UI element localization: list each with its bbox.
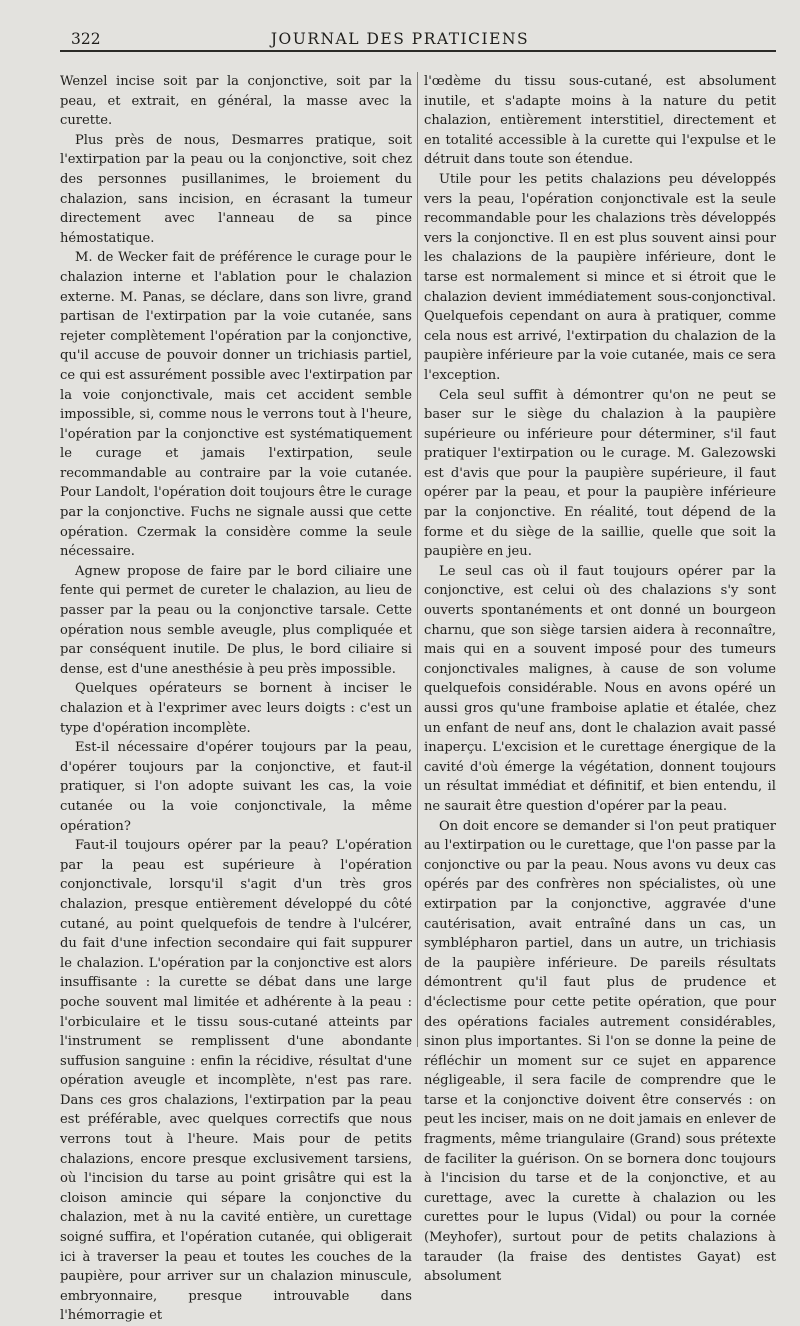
paragraph: Cela seul suffit à démontrer qu'on ne peut se baser sur le siège du chalazion à la paupière supérieure ou inférieure pour déterminer, s'il faut pratiquer l'extirpation ou le curage. M. Galezowski est d'avis que pour la paupière supérieure, il faut opérer par la peau, et pour la paupière inférieure par la conjonctive. En réalité, tout dépend de la forme et du siège de la saillie, quelle que soit la paupière en jeu. [424,387,776,560]
paragraph: M. de Wecker fait de préférence le curage pour le chalazion interne et l'ablation pour le chalazion externe. M. Panas, se déclare, dans son livre, grand partisan de l'extirpation par la voie cutanée, sans rejeter complètement l'opération par la conjonctive, qu'il accuse de pouvoir donner un trichiasis partiel, ce qui est assurément possible avec l'extirpation par la voie conjonctivale, mais cet accident semble impossible, si, comme nous le verrons tout à l'heure, l'opération par la conjonctive est systématiquement le curage et jamais l'extirpation, seule recommandable au contraire par la voie cutanée. Pour Landolt, l'opération doit toujours être le curage par la conjonctive. Fuchs ne signale aussi que cette opération. Czermak la considère comme la seule nécessaire. [60,250,412,560]
paragraph: Est-il nécessaire d'opérer toujours par la peau, d'opérer toujours par la conjonctive, et faut-il pratiquer, si l'on adopte suivant les cas, la voie cutanée ou la voie conjonctivale, la même opération? [60,740,412,834]
paragraph: Wenzel incise soit par la conjonctive, soit par la peau, et extrait, en général, la masse avec la curette. [60,74,412,129]
paragraph: Faut-il toujours opérer par la peau? L'opération par la peau est supérieure à l'opération conjonctivale, lorsqu'il s'agit d'un très gros chalazion, presque entièrement développé du côté cutané, au point quelquefois de tendre à l'ulcérer, du fait d'une infection secondaire qui fait suppurer le chalazion. L'opération par la conjonctive est alors insuffisante : la curette se débat dans une large poche souvent mal limitée et adhérente à la peau : l'orbiculaire et le tissu sous-cutané atteints par l'instrument se remplissent d'une abondante suffusion sanguine : enfin la récidive, résultat d'une opération aveugle et incomplète, n'est pas rare. Dans ces gros chalazions, l'extirpation par la peau est préférable, avec quelques correctifs que nous verrons tout à l'heure. Mais pour de petits chalazions, encore presque exclusivement tarsiens, où l'incision du tarse au point grisâtre qui est la cloison amincie qui sépare la conjonctive du chalazion, met à nu la cavité entière, un curettage soigné suffira, et l'opération cutanée, qui obligerait ici à traverser la peau et toutes les couches de la paupière, pour arriver sur un chalazion minuscule, embryonnaire, presque introuvable dans l'hémorragie et [60,838,412,1324]
paragraph: Le seul cas où il faut toujours opérer par la conjonctive, est celui où des chalazions s'y sont ouverts spontanéments et ont donné un bourgeon charnu, que son siège tarsien aidera à reconnaître, mais qui en a souvent imposé pour des tumeurs conjonctivales malignes, à cause de son volume quelquefois considérable. Nous en avons opéré un aussi gros qu'une framboise aplatie et étalée, chez un enfant de neuf ans, dont le chalazion avait passé inaperçu. L'excision et le curettage énergique de la cavité d'où émerge la végétation, donnent toujours un résultat immédiat et définitif, et bien entendu, il ne saurait être question d'opérer par la peau. [424,563,776,814]
column-separator [417,72,418,1047]
paragraph: Plus près de nous, Desmarres pratique, soit l'extirpation par la peau ou la conjonctive, soit chez des personnes pusillanimes, le broiement du chalazion, sans incision, en écrasant la tumeur directement avec l'anneau de sa pince hémostatique. [60,132,412,246]
paragraph: Utile pour les petits chalazions peu développés vers la peau, l'opération conjonctivale est la seule recommandable pour les chalazions très développés vers la conjonctive. Il en est plus souvent ainsi pour les chalazions de la paupière inférieure, dont le tarse est normalement si mince et si étroit que le chalazion devient immédiatement sous-conjonctival. Quelquefois cependant on aura à pratiquer, comme cela nous est arrivé, l'extirpation du chalazion de la paupière inférieure par la voie cutanée, mais ce sera l'exception. [424,171,776,383]
paragraph: l'œdème du tissu sous-cutané, est absolument inutile, et s'adapte moins à la nature du petit chalazion, entièrement interstitiel, directement et en totalité accessible à la curette qui l'expulse et le détruit dans toute son étendue. [424,74,776,168]
left-column [60,72,412,1324]
paragraph: Agnew propose de faire par le bord ciliaire une fente qui permet de cureter le chalazion, au lieu de passer par la peau ou la conjonctive tarsale. Cette opération nous semble aveugle, plus compliquée et par conséquent inutile. De plus, le bord ciliaire si dense, est d'une anesthésie à peu près impossible. [60,563,412,677]
paragraph: On doit encore se demander si l'on peut pratiquer au l'extirpation ou le curettage, que l'on passe par la conjonctive ou par la peau. Nous avons vu deux cas opérés par des confrères non spécialistes, où une extirpation par la conjonctive, aggravée d'une cautérisation, avait entraîné dans un cas, un symblépharon partiel, dans un autre, un trichiasis de la paupière inférieure. De pareils résultats démontrent qu'il faut plus de prudence et d'éclectisme pour cette petite opération, que pour des opérations faciales autrement considérables, sinon plus importantes. Si l'on se donne la peine de réfléchir un moment sur ce sujet en apparence négligeable, il sera facile de comprendre que le tarse et la conjonctive doivent être conservés : on peut les inciser, mais on ne doit jamais en enlever de fragments, même triangulaire (Grand) sous prétexte de faciliter la guérison. On se bornera donc toujours à l'incision du tarse et de la conjonctive, et au curettage, avec la curette à chalazion ou les curettes pour le lupus (Vidal) ou pour la cornée (Meyhofer), surtout pour de petits chalazions à tarauder (la fraise des dentistes Gayat) est absolument [424,818,776,1285]
paragraph: Quelques opérateurs se bornent à inciser le chalazion et à l'exprimer avec leurs doigts : c'est un type d'opération incomplète. [60,681,412,736]
header-rule [60,50,776,52]
running-title: JOURNAL DES PRATICIENS [270,30,530,48]
right-column [424,72,776,1285]
page-number: 322 [71,30,101,48]
